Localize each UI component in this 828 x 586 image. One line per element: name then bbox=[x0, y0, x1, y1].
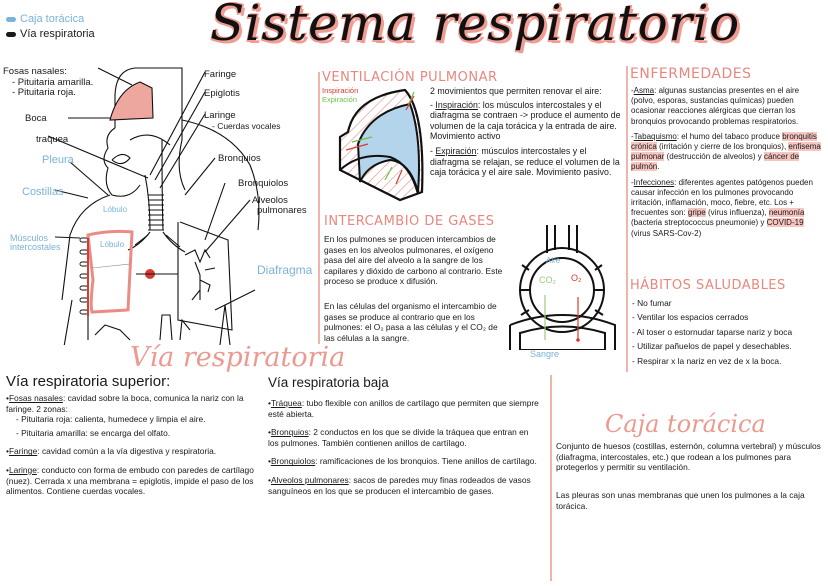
term: Asma bbox=[633, 86, 655, 95]
text: (bacteria streptococcus pneumonie) y bbox=[631, 218, 767, 228]
label-traquea: traquea bbox=[36, 134, 69, 145]
item-bronquiolos: •Bronquiolos: ramificaciones de los bronquios. Tiene anillos de cartílago. bbox=[268, 456, 537, 467]
label-pleura: Pleura bbox=[42, 154, 74, 166]
gas-exchange-diagram bbox=[505, 225, 625, 350]
legend-label: Caja torácica bbox=[20, 13, 85, 25]
text: : el humo del tabaco produce bbox=[676, 131, 783, 141]
definition: : 2 conductos en los que se divide la tráquea que entran en los pulmones. También contienen anillos de cartílago. bbox=[268, 427, 529, 448]
label-laringe: Laringe bbox=[204, 110, 236, 121]
label-line: Músculos bbox=[10, 233, 49, 243]
item-bronquios: •Bronquios: 2 conductos en los que se divide la tráquea que entran en los pulmones. También contienen anillos de cartílago. bbox=[268, 427, 529, 448]
label-faringe: Faringe bbox=[204, 69, 237, 80]
text: . bbox=[657, 162, 660, 172]
via-superior-list bbox=[6, 393, 261, 502]
highlight: bronquitis crónica bbox=[631, 131, 817, 152]
label-diafragma: Diafragma bbox=[257, 263, 313, 277]
highlight: gripe bbox=[687, 208, 706, 218]
definition: : tubo flexible con anillos de cartílago que permiten que siempre esté abierta. bbox=[268, 398, 539, 419]
habito-item: - Al toser o estornudar taparse nariz y boca bbox=[632, 326, 793, 337]
divider-right bbox=[626, 66, 628, 372]
label-boca: Boca bbox=[25, 113, 47, 124]
divider-bottom bbox=[550, 375, 552, 581]
definition: : algunas sustancias presentes en el aire (polvo, esporas, sustancias químicas) pueden ocasionar reacciones alérgicas que cierran los bronquios provocando problemas respiratorios. bbox=[631, 86, 800, 126]
lung-ventilation-diagram bbox=[330, 82, 425, 202]
via-respiratoria-heading: Vía respiratoria bbox=[130, 342, 346, 373]
text: (destrucción de alveolos) y bbox=[664, 152, 764, 162]
highlight: cáncer de pulmón bbox=[631, 152, 800, 172]
label-bronquios: Bronquios bbox=[218, 153, 261, 164]
black-swatch-icon bbox=[6, 32, 16, 37]
gas-label-o2: O₂ bbox=[571, 273, 582, 283]
term: Bronquiolos bbox=[270, 456, 316, 467]
definition: : los músculos intercostales y el diafragma se contraen -> produce el aumento de volumen de la caja torácica y la entrada de aire. Movimiento activo bbox=[430, 99, 621, 142]
text: (virus SARS-Cov-2) bbox=[631, 228, 702, 238]
item-traquea: •Tráquea: tubo flexible con anillos de cartílago que permiten que siempre esté abierta. bbox=[268, 398, 539, 419]
label-line: pulmonares bbox=[257, 205, 307, 216]
definition: : conducto con forma de embudo con paredes de cartílago (nuez). Cerrada x una membrana = epiglotis, impide el paso de los alimentos. Contiene cuerdas vocales. bbox=[6, 464, 254, 497]
label-alveolos bbox=[252, 196, 307, 216]
blue-swatch-icon bbox=[6, 17, 16, 22]
item-faringe: •Faringe: cavidad común a la vía digestiva y respiratoria. bbox=[6, 446, 217, 457]
text: (virus influenza), bbox=[705, 208, 769, 218]
caja-toracica-p2: Las pleuras son unas membranas que unen los pulmones a la caja torácica. bbox=[556, 490, 805, 511]
label-pituitaria-roja: - Pituitaria roja. bbox=[12, 87, 76, 98]
term: Alveolos pulmonares bbox=[270, 474, 349, 485]
term: Inspiración bbox=[435, 99, 478, 110]
label-fosas-nasales: Fosas nasales: bbox=[3, 66, 67, 77]
text: (irritación y cierre de los bronquios), bbox=[656, 142, 789, 152]
enfermedad-asma: -Asma: algunas sustancias presentes en el aire (polvo, esporas, sustancias químicas) pueden ocasionar reacciones alérgicas que cierran los bronquios provocando problemas respiratorios. bbox=[631, 86, 800, 126]
highlight: neumonía bbox=[768, 208, 805, 218]
label-line: Alveolos bbox=[252, 195, 288, 206]
gas-label-sangre: Sangre bbox=[530, 349, 560, 359]
label-epiglotis: Epiglotis bbox=[204, 88, 240, 99]
habitos-list bbox=[632, 296, 824, 368]
habito-item: - Utilizar pañuelos de papel y desechables. bbox=[632, 341, 792, 352]
item-alveolos: •Alveolos pulmonares: sacos de paredes muy finas rodeados de vasos sanguíneos en los que se producen el intercambio de gases. bbox=[268, 474, 531, 496]
habito-item: - Ventilar los espacios cerrados bbox=[632, 312, 749, 323]
highlight: COVID-19 bbox=[766, 218, 804, 228]
intercambio-heading: INTERCAMBIO DE GASES bbox=[324, 214, 495, 229]
gas-label-aire: Aire bbox=[546, 256, 561, 265]
definition: : cavidad sobre la boca, comunica la nariz con la faringe. 2 zonas: bbox=[6, 393, 244, 414]
legend-item-via bbox=[6, 27, 95, 42]
term: Tabaquismo bbox=[633, 131, 677, 141]
term: Tráquea bbox=[270, 398, 302, 408]
enfermedad-infecciones: -Infecciones: diferentes agentes patógenos pueden causar infección en los pulmones provocando irritación, inflamación, moco, fiebre, etc. Los + frecuentes son: gripe (virus influenza), neumonía (bacteria streptococcus pneumonie) y COVID-19 (virus SARS-Cov-2) bbox=[631, 177, 813, 238]
legend-expiracion: Expiración bbox=[322, 95, 358, 104]
enfermedad-tabaquismo: -Tabaquismo: el humo del tabaco produce bronquitis crónica (irritación y cierre de los bronquios), enfisema pulmonar (destrucción de alveolos) y cáncer de pulmón. bbox=[631, 131, 821, 172]
via-baja-list bbox=[268, 398, 540, 501]
legend-item-caja bbox=[6, 12, 95, 27]
term: Infecciones bbox=[633, 177, 675, 187]
item-fosas-nasales: •Fosas nasales: cavidad sobre la boca, comunica la nariz con la faringe. 2 zonas: - Pituitaria roja: calienta, humedece y limpia el aire. - Pituitaria amarilla: se encarga del olfato. bbox=[6, 393, 261, 438]
legend-label: Vía respiratoria bbox=[20, 28, 95, 40]
term: Fosas nasales bbox=[8, 393, 63, 403]
inspiracion-item: - Inspiración: los músculos intercostales y el diafragma se contraen -> produce el aumento de volumen de la caja torácica y la entrada de aire. Movimiento activo bbox=[430, 99, 621, 142]
enfermedades-heading: ENFERMEDADES bbox=[630, 66, 752, 82]
expiracion-item: - Expiración: músculos intercostales y el diafragma se relajan, se reduce el volumen de la caja torácica y el aire sale. Movimiento pasivo. bbox=[430, 145, 620, 178]
text: : diferentes agentes patógenos pueden causar infección en los pulmones provocando irritación, inflamación, moco, fiebre, etc. Los + frecuentes son: bbox=[631, 177, 813, 218]
ventilacion-text bbox=[430, 86, 624, 178]
caja-toracica-heading: Caja torácica bbox=[605, 410, 766, 438]
label-cuerdas-vocales: - Cuerdas vocales bbox=[212, 121, 281, 131]
gas-label-co2: CO₂ bbox=[539, 275, 556, 285]
sub-item: - Pituitaria amarilla: se encarga del olfato. bbox=[16, 427, 171, 438]
via-baja-heading: Vía respiratoria baja bbox=[268, 375, 389, 390]
label-bronquiolos: Bronquiolos bbox=[238, 178, 289, 189]
label-costillas: Costillas bbox=[22, 186, 64, 198]
legend-inspiracion: Inspiración bbox=[322, 86, 359, 95]
ventilacion-heading: VENTILACIÓN PULMONAR bbox=[322, 70, 498, 85]
habito-item: - Respirar x la nariz en vez de x la boca. bbox=[632, 355, 782, 366]
page-title: Sistema respiratorio bbox=[210, 0, 740, 52]
label-line: intercostales bbox=[10, 242, 61, 252]
caja-toracica-p1: Conjunto de huesos (costillas, esternón, columna vertebral) y músculos (diafragma, intercostales, etc.) que rodean a los pulmones para protegerlos y permitir su ventilación. bbox=[556, 441, 821, 473]
intercambio-p2: En las células del organismo el intercambio de gases se produce al contrario que en los pulmones: el O₂ pasa a las células y el CO₂ de las células a la sangre. bbox=[324, 301, 498, 343]
habitos-heading: HÁBITOS SALUDABLES bbox=[630, 278, 786, 293]
intercambio-p1: En los pulmones se producen intercambios de gases en los alveolos pulmonares, el oxígeno pasa del aire del alveolo a la sangre de los capilares y dióxido de carbono al contrario. Este proceso se produce x difusión. bbox=[324, 234, 503, 287]
term: Bronquios bbox=[270, 427, 309, 438]
label-lobulo-lower: Lóbulo bbox=[100, 240, 125, 249]
label-musculos-intercostales bbox=[10, 234, 61, 252]
term: Laringe bbox=[8, 464, 37, 475]
via-superior-heading: Vía respiratoria superior: bbox=[6, 373, 171, 390]
definition: : ramificaciones de los bronquios. Tiene anillos de cartílago. bbox=[315, 456, 537, 467]
enfermedades-list bbox=[631, 86, 824, 244]
habito-item: - No fumar bbox=[632, 298, 672, 308]
definition: : cavidad común a la vía digestiva y respiratoria. bbox=[37, 446, 217, 457]
ventilacion-intro: 2 movimientos que permiten renovar el aire: bbox=[430, 86, 602, 96]
highlight: enfisema pulmonar bbox=[631, 142, 821, 162]
item-laringe: •Laringe: conducto con forma de embudo con paredes de cartílago (nuez). Cerrada x una membrana = epiglotis, impide el paso de los alimentos. Contiene cuerdas vocales. bbox=[6, 464, 254, 497]
definition: : sacos de paredes muy finas rodeados de vasos sanguíneos en los que se producen el intercambio de gases. bbox=[268, 474, 531, 496]
divider-left bbox=[318, 72, 320, 344]
term: Faringe bbox=[8, 446, 38, 457]
definition: : músculos intercostales y el diafragma se relajan, se reduce el volumen de la caja torácica y el aire sale. Movimiento pasivo. bbox=[430, 145, 620, 178]
sub-item: - Pituitaria roja: calienta, humedece y limpia el aire. bbox=[16, 414, 206, 425]
legend bbox=[6, 12, 95, 42]
label-lobulo-upper: Lóbulo bbox=[103, 205, 128, 214]
label-pituitaria-amarilla: - Pituitaria amarilla. bbox=[12, 77, 94, 88]
term: Expiración bbox=[435, 145, 477, 156]
